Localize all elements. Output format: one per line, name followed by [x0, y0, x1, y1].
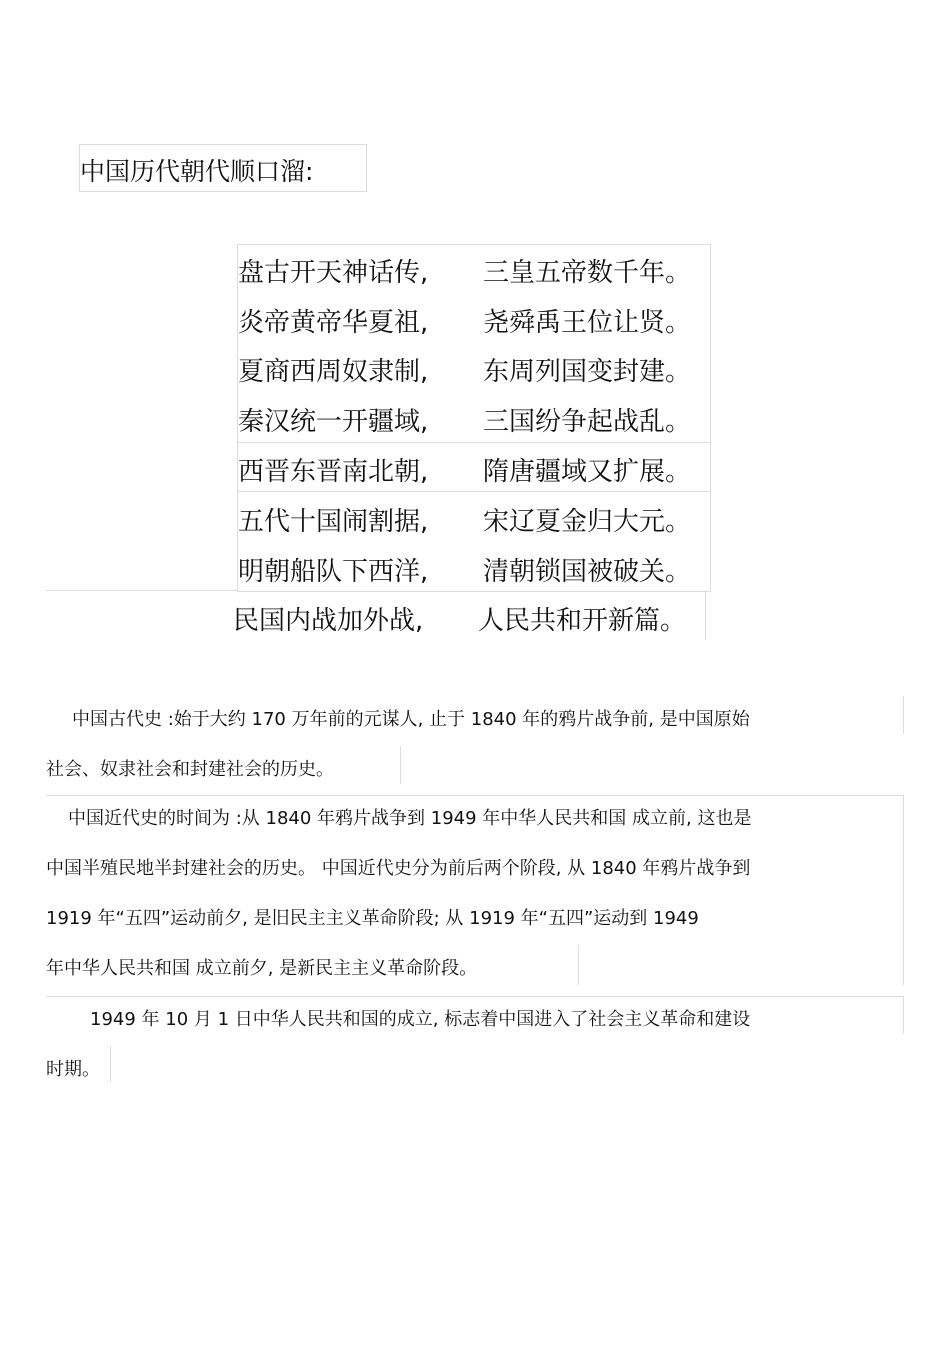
poem-line-right: 宋辽夏金归大元。 [483, 507, 692, 537]
poem-line-left: 夏商西周奴隶制, [238, 357, 429, 387]
poem-divider [46, 590, 238, 591]
poem-line-left: 炎帝黄帝华夏祖, [238, 308, 429, 338]
poem-line-right: 人民共和开新篇。 [478, 606, 687, 636]
paragraph-line: 1949 年 10 月 1 日中华人民共和国的成立, 标志着中国进入了社会主义革命和建设 [90, 1009, 751, 1030]
poem-line-left: 西晋东晋南北朝, [238, 457, 429, 487]
poem-line-left: 民国内战加外战, [233, 606, 424, 636]
poem-divider [237, 442, 710, 443]
poem-line-right: 三皇五帝数千年。 [483, 258, 692, 288]
poem-line-left: 五代十国闹割据, [238, 507, 429, 537]
poem-line-right: 三国纷争起战乱。 [483, 407, 692, 437]
page-title: 中国历代朝代顺口溜: [80, 157, 314, 186]
ancient-history-paragraph [46, 695, 906, 795]
modern-history-paragraph [46, 794, 906, 994]
paragraph-line: 中国古代史 :始于大约 170 万年前的元谋人, 止于 1840 年的鸦片战争前, 是中国原始 [72, 709, 750, 730]
poem-line-left: 盘古开天神话传, [238, 258, 429, 288]
paragraph-line: 中国半殖民地半封建社会的历史。 中国近代史分为前后两个阶段, 从 1840 年鸦片战争到 [46, 858, 751, 879]
paragraph-line: 社会、奴隶社会和封建社会的历史。 [46, 759, 334, 780]
poem-line-right: 尧舜禹王位让贤。 [483, 308, 692, 338]
contemporary-history-paragraph [46, 995, 906, 1095]
paragraph-line: 1919 年“五四”运动前夕, 是旧民主主义革命阶段; 从 1919 年“五四”运动到 1949 [46, 908, 699, 929]
paragraph-line: 时期。 [46, 1059, 100, 1080]
poem-line-left: 秦汉统一开疆域, [238, 407, 429, 437]
paragraph-line: 中国近代史的时间为 :从 1840 年鸦片战争到 1949 年中华人民共和国 成立前, 这也是 [68, 808, 752, 829]
poem-line-right: 隋唐疆域又扩展。 [483, 457, 692, 487]
poem-line-right: 清朝锁国被破关。 [483, 557, 692, 587]
poem-line-right: 东周列国变封建。 [483, 357, 692, 387]
paragraph-line: 年中华人民共和国 成立前夕, 是新民主主义革命阶段。 [46, 958, 478, 979]
poem-line-left: 明朝船队下西洋, [238, 557, 429, 587]
poem-divider [705, 590, 706, 640]
